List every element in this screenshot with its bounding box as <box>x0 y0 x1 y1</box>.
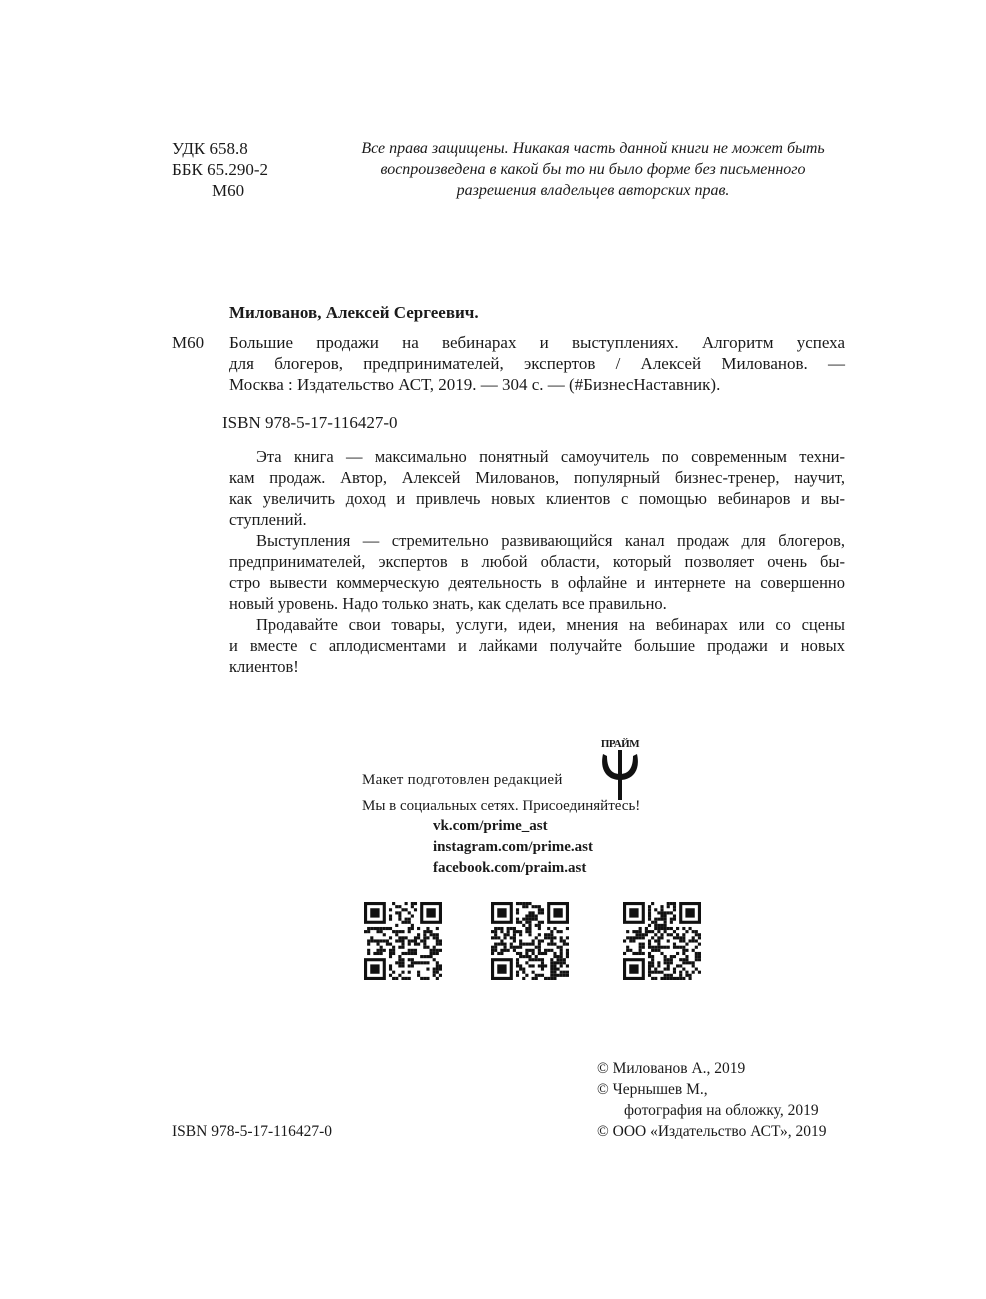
social-heading: Мы в социальных сетях. Присоединяйтесь! <box>362 798 641 814</box>
prime-logo <box>595 738 645 800</box>
abstract-line: новый уровень. Надо только знать, как сделать все правильно. <box>229 594 667 613</box>
vk-qr-code <box>364 902 442 980</box>
abstract-line: как увеличить доход и привлечь новых клиентов с помощью вебинаров и вы- <box>229 489 845 508</box>
vk-link[interactable]: vk.com/prime_ast <box>433 818 548 834</box>
bib-description <box>229 332 845 395</box>
bib-line: Большие продажи на вебинарах и выступлениях. Алгоритм успеха <box>229 333 845 352</box>
bbk-code: ББК 65.290-2 <box>172 160 269 179</box>
isbn: ISBN 978-5-17-116427-0 <box>222 413 398 432</box>
abstract-line: ступлений. <box>229 510 307 529</box>
abstract-line: и вместе с аплодисментами и лайками получайте большие продажи и новых <box>229 636 845 655</box>
abstract-line: Выступления — стремительно развивающийся канал продаж для блогеров, <box>256 531 845 550</box>
facebook-link[interactable]: facebook.com/praim.ast <box>433 860 587 876</box>
bib-line: Москва : Издательство АСТ, 2019. — 304 с. — (#БизнесНаставник). <box>229 375 721 394</box>
social-links <box>433 816 593 879</box>
abstract-line: кам продаж. Автор, Алексей Милованов, популярный бизнес-тренер, научит, <box>229 468 845 487</box>
copyright-line: © Чернышев М., <box>597 1081 708 1098</box>
rights-line: Все права защищены. Никакая часть данной книги не может быть <box>361 140 825 157</box>
facebook-qr-code <box>623 902 701 980</box>
copyright-block <box>597 1058 827 1142</box>
classification-block <box>172 138 268 201</box>
copyright-line: © Милованов А., 2019 <box>597 1060 746 1077</box>
abstract-line: стро вывести коммерческую деятельность в офлайне и интернете на совершенно <box>229 573 845 592</box>
footer-isbn: ISBN 978-5-17-116427-0 <box>172 1123 333 1140</box>
abstract-line: Продавайте свои товары, услуги, идеи, мнения на вебинарах или со сцены <box>256 615 845 634</box>
psi-icon <box>595 750 645 802</box>
copyright-line: фотография на обложку, 2019 <box>624 1102 819 1119</box>
abstract-line: предпринимателей, экспертов в любой области, который позволяет очень бы- <box>229 552 845 571</box>
bib-mark: М60 <box>172 333 205 352</box>
abstract-line: клиентов! <box>229 657 299 676</box>
bib-line: для блогеров, предпринимателей, экспертов / Алексей Милованов. — <box>229 354 845 373</box>
abstract-line: Эта книга — максимально понятный самоучитель по современным техни- <box>256 447 845 466</box>
rights-notice <box>340 138 846 201</box>
rights-line: воспроизведена в какой бы то ни было форме без письменного <box>380 161 806 178</box>
author-mark: М60 <box>212 181 245 200</box>
copyright-line: © ООО «Издательство АСТ», 2019 <box>597 1123 827 1140</box>
prepared-by: Макет подготовлен редакцией <box>362 772 563 788</box>
rights-line: разрешения владельцев авторских прав. <box>456 182 730 199</box>
author-heading: Милованов, Алексей Сергеевич. <box>229 303 479 322</box>
prime-logo-text: ПРАЙМ <box>600 738 640 750</box>
instagram-qr-code <box>491 902 569 980</box>
udk-code: УДК 658.8 <box>172 139 248 158</box>
instagram-link[interactable]: instagram.com/prime.ast <box>433 839 593 855</box>
abstract <box>229 446 845 677</box>
